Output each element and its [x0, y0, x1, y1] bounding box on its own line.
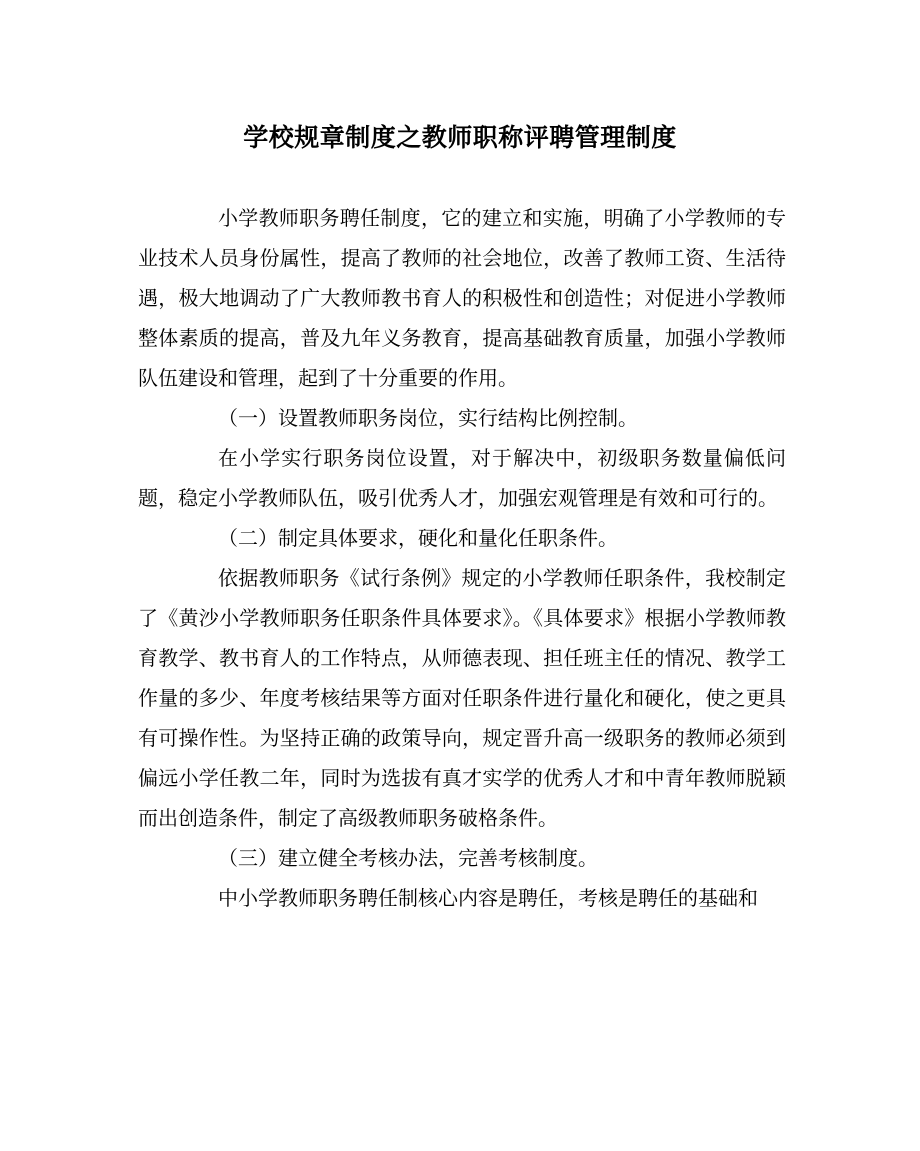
paragraph-section-3: 中小学教师职务聘任制核心内容是聘任，考核是聘任的基础和: [218, 886, 758, 910]
paragraph-section-1: 在小学实行职务岗位设置，对于解决中，初级职务数量偏低问题，稳定小学教师队伍，吸引优秀人才，加强宏观管理是有效和可行的。: [138, 446, 786, 510]
paragraph-intro: 小学教师职务聘任制度，它的建立和实施，明确了小学教师的专业技术人员身份属性，提高了教师的社会地位，改善了教师工资、生活待遇，极大地调动了广大教师教书育人的积极性和创造性；对促进小学教师整体素质的提高，普及九年义务教育，提高基础教育质量，加强小学教师队伍建设和管理，起到了十分重要的作用。: [138, 206, 786, 390]
section-heading-2: （二）制定具体要求，硬化和量化任职条件。: [218, 526, 618, 550]
section-heading-1: （一）设置教师职务岗位，实行结构比例控制。: [218, 406, 638, 430]
document-title: 学校规章制度之教师职称评聘管理制度: [243, 123, 677, 152]
paragraph-section-2: 依据教师职务《试行条例》规定的小学教师任职条件，我校制定了《黄沙小学教师职务任职条件具体要求》。《具体要求》根据小学教师教育教学、教书育人的工作特点，从师德表现、担任班主任的情况、教学工作量的多少、年度考核结果等方面对任职条件进行量化和硬化，使之更具有可操作性。为坚持正确的政策导向，规定晋升高一级职务的教师必须到偏远小学任教二年，同时为选拔有真才实学的优秀人才和中青年教师脱颖而出创造条件，制定了高级教师职务破格条件。: [138, 566, 786, 830]
document-body: [138, 198, 786, 918]
section-heading-3: （三）建立健全考核办法，完善考核制度。: [218, 846, 598, 870]
